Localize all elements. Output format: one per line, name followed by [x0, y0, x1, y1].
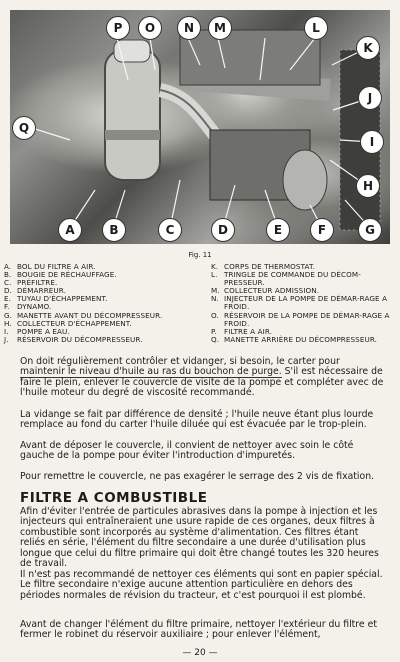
- legend-key: M.: [211, 286, 220, 296]
- legend-item: [211, 271, 396, 287]
- legend-key: A.: [4, 262, 12, 271]
- legend-column-right: [211, 263, 396, 344]
- paragraph-couvercle: Avant de déposer le couvercle, il convient de nettoyer avec soin le côté gauche de la pompe pour éviter l'introduction d'impuretés.: [20, 440, 354, 462]
- figure-label-Q: Q: [12, 116, 36, 140]
- figure-label-A: A: [58, 218, 82, 242]
- legend-text: MANETTE AVANT DU DÉCOMPRESSEUR.: [17, 310, 163, 320]
- paragraph-remettre: Pour remettre le couvercle, ne pas exagérer le serrage des 2 vis de fixation.: [20, 471, 375, 482]
- legend-key: P.: [211, 326, 217, 336]
- legend-item: [211, 295, 396, 311]
- legend-key: L.: [211, 270, 218, 280]
- figure-label-L: L: [304, 16, 328, 40]
- underlined-text: maintenir le niveau d'huile au ras du bouchon de purge.: [20, 366, 282, 378]
- figure-caption: Fig. 11: [188, 251, 212, 259]
- legend-item: [211, 312, 396, 328]
- legend-key: N.: [211, 294, 219, 304]
- figure-label-C: C: [158, 218, 182, 242]
- page-number: — 20 —: [182, 648, 218, 658]
- legend-text: INJECTEUR DE LA POMPE DE DÉMAR-RAGE A FROID.: [224, 294, 388, 312]
- figure-label-M: M: [208, 16, 232, 40]
- paragraph-vidange: La vidange se fait par différence de densité ; l'huile neuve étant plus lourde remplace au fond du carter l'huile diluée qui est évacuée par le trop-plein.: [20, 409, 374, 431]
- legend-text: BOUGIE DE RÉCHAUFFAGE.: [17, 270, 117, 280]
- figure-label-K: K: [356, 36, 380, 60]
- legend-text: COLLECTEUR ADMISSION.: [224, 286, 320, 296]
- legend-key: C.: [4, 278, 12, 288]
- paragraph-nettoyage: Il n'est pas recommandé de nettoyer ces éléments qui sont en papier spécial. Le filtre secondaire n'exige aucune attention particulière en dehors des périodes normales de révision du tracteur, et c'est pourquoi il est plombé.: [20, 569, 383, 601]
- legend-item: [211, 336, 396, 344]
- legend-text: RÉSERVOIR DE LA POMPE DE DÉMAR-RAGE A FROID.: [224, 310, 390, 328]
- legend-key: G.: [4, 310, 13, 320]
- figure-label-P: P: [106, 16, 130, 40]
- legend-text: FILTRE A AIR.: [224, 326, 273, 336]
- legend-text: RÉSERVOIR DU DÉCOMPRESSEUR.: [17, 334, 143, 344]
- engine-photo: [10, 10, 390, 244]
- legend-text: TUYAU D'ÉCHAPPEMENT.: [17, 294, 108, 304]
- paragraph-text: On doit régulièrement contrôler et vidanger, si besoin, le carter pour: [20, 356, 340, 367]
- legend-text: CORPS DE THERMOSTAT.: [224, 262, 315, 271]
- legend-column-left: [4, 263, 204, 344]
- legend-text: POMPE A EAU.: [17, 326, 70, 336]
- legend-text: MANETTE ARRIÈRE DU DÉCOMPRESSEUR.: [224, 334, 378, 344]
- figure-label-B: B: [102, 218, 126, 242]
- legend-text: COLLECTEUR D'ÉCHAPPEMENT.: [17, 318, 132, 328]
- legend-key: F.: [4, 302, 10, 312]
- figure-label-J: J: [358, 86, 382, 110]
- legend-text: DYNAMO.: [17, 302, 52, 312]
- figure-label-O: O: [138, 16, 162, 40]
- legend-key: I.: [4, 326, 9, 336]
- figure-label-D: D: [211, 218, 235, 242]
- figure-label-G: G: [358, 218, 382, 242]
- legend-key: H.: [4, 318, 12, 328]
- engine-illustration: [10, 10, 390, 244]
- legend-key: B.: [4, 270, 12, 280]
- figure-label-I: I: [360, 130, 384, 154]
- figure-label-E: E: [266, 218, 290, 242]
- section-heading: FILTRE A COMBUSTIBLE: [20, 490, 208, 506]
- figure-label-F: F: [310, 218, 334, 242]
- legend-text: TRINGLE DE COMMANDE DU DÉCOM-PRESSEUR.: [224, 270, 361, 288]
- figure-label-N: N: [177, 16, 201, 40]
- legend-text: PRÉFILTRE.: [17, 278, 58, 288]
- paragraph-carter: [20, 357, 386, 399]
- figure-legend: [4, 263, 396, 357]
- legend-key: K.: [211, 262, 219, 271]
- figure-label-H: H: [356, 174, 380, 198]
- legend-key: E.: [4, 294, 12, 304]
- legend-key: J.: [4, 334, 9, 344]
- paragraph-text: S'il est nécessaire de faire le plein, enlever le couvercle de visite de la pompe et compléter avec de l'huile moteur du degré de viscosité recommandé.: [20, 366, 384, 399]
- legend-text: BOL DU FILTRE A AIR.: [17, 262, 96, 271]
- legend-key: Q.: [211, 334, 220, 344]
- legend-key: D.: [4, 286, 13, 296]
- legend-text: DÉMARREUR.: [17, 286, 67, 296]
- legend-item: [4, 336, 204, 344]
- paragraph-filtre-intro: Afin d'éviter l'entrée de particules abrasives dans la pompe à injection et les injecteurs qui entraîneraient une usure rapide de ces organes, deux filtres à combustible sont incorporés au système d'alimentation. Ces filtres étant reliés en série, l'élément du filtre secondaire a une durée d'utilisation plus longue que celui du filtre primaire qui doit être changé toutes les 320 heures de travail.: [20, 506, 379, 570]
- paragraph-changement: Avant de changer l'élément du filtre primaire, nettoyer l'extérieur du filtre et fermer le robinet du réservoir auxiliaire ; pour enlever l'élément,: [20, 619, 377, 641]
- legend-key: O.: [211, 310, 219, 320]
